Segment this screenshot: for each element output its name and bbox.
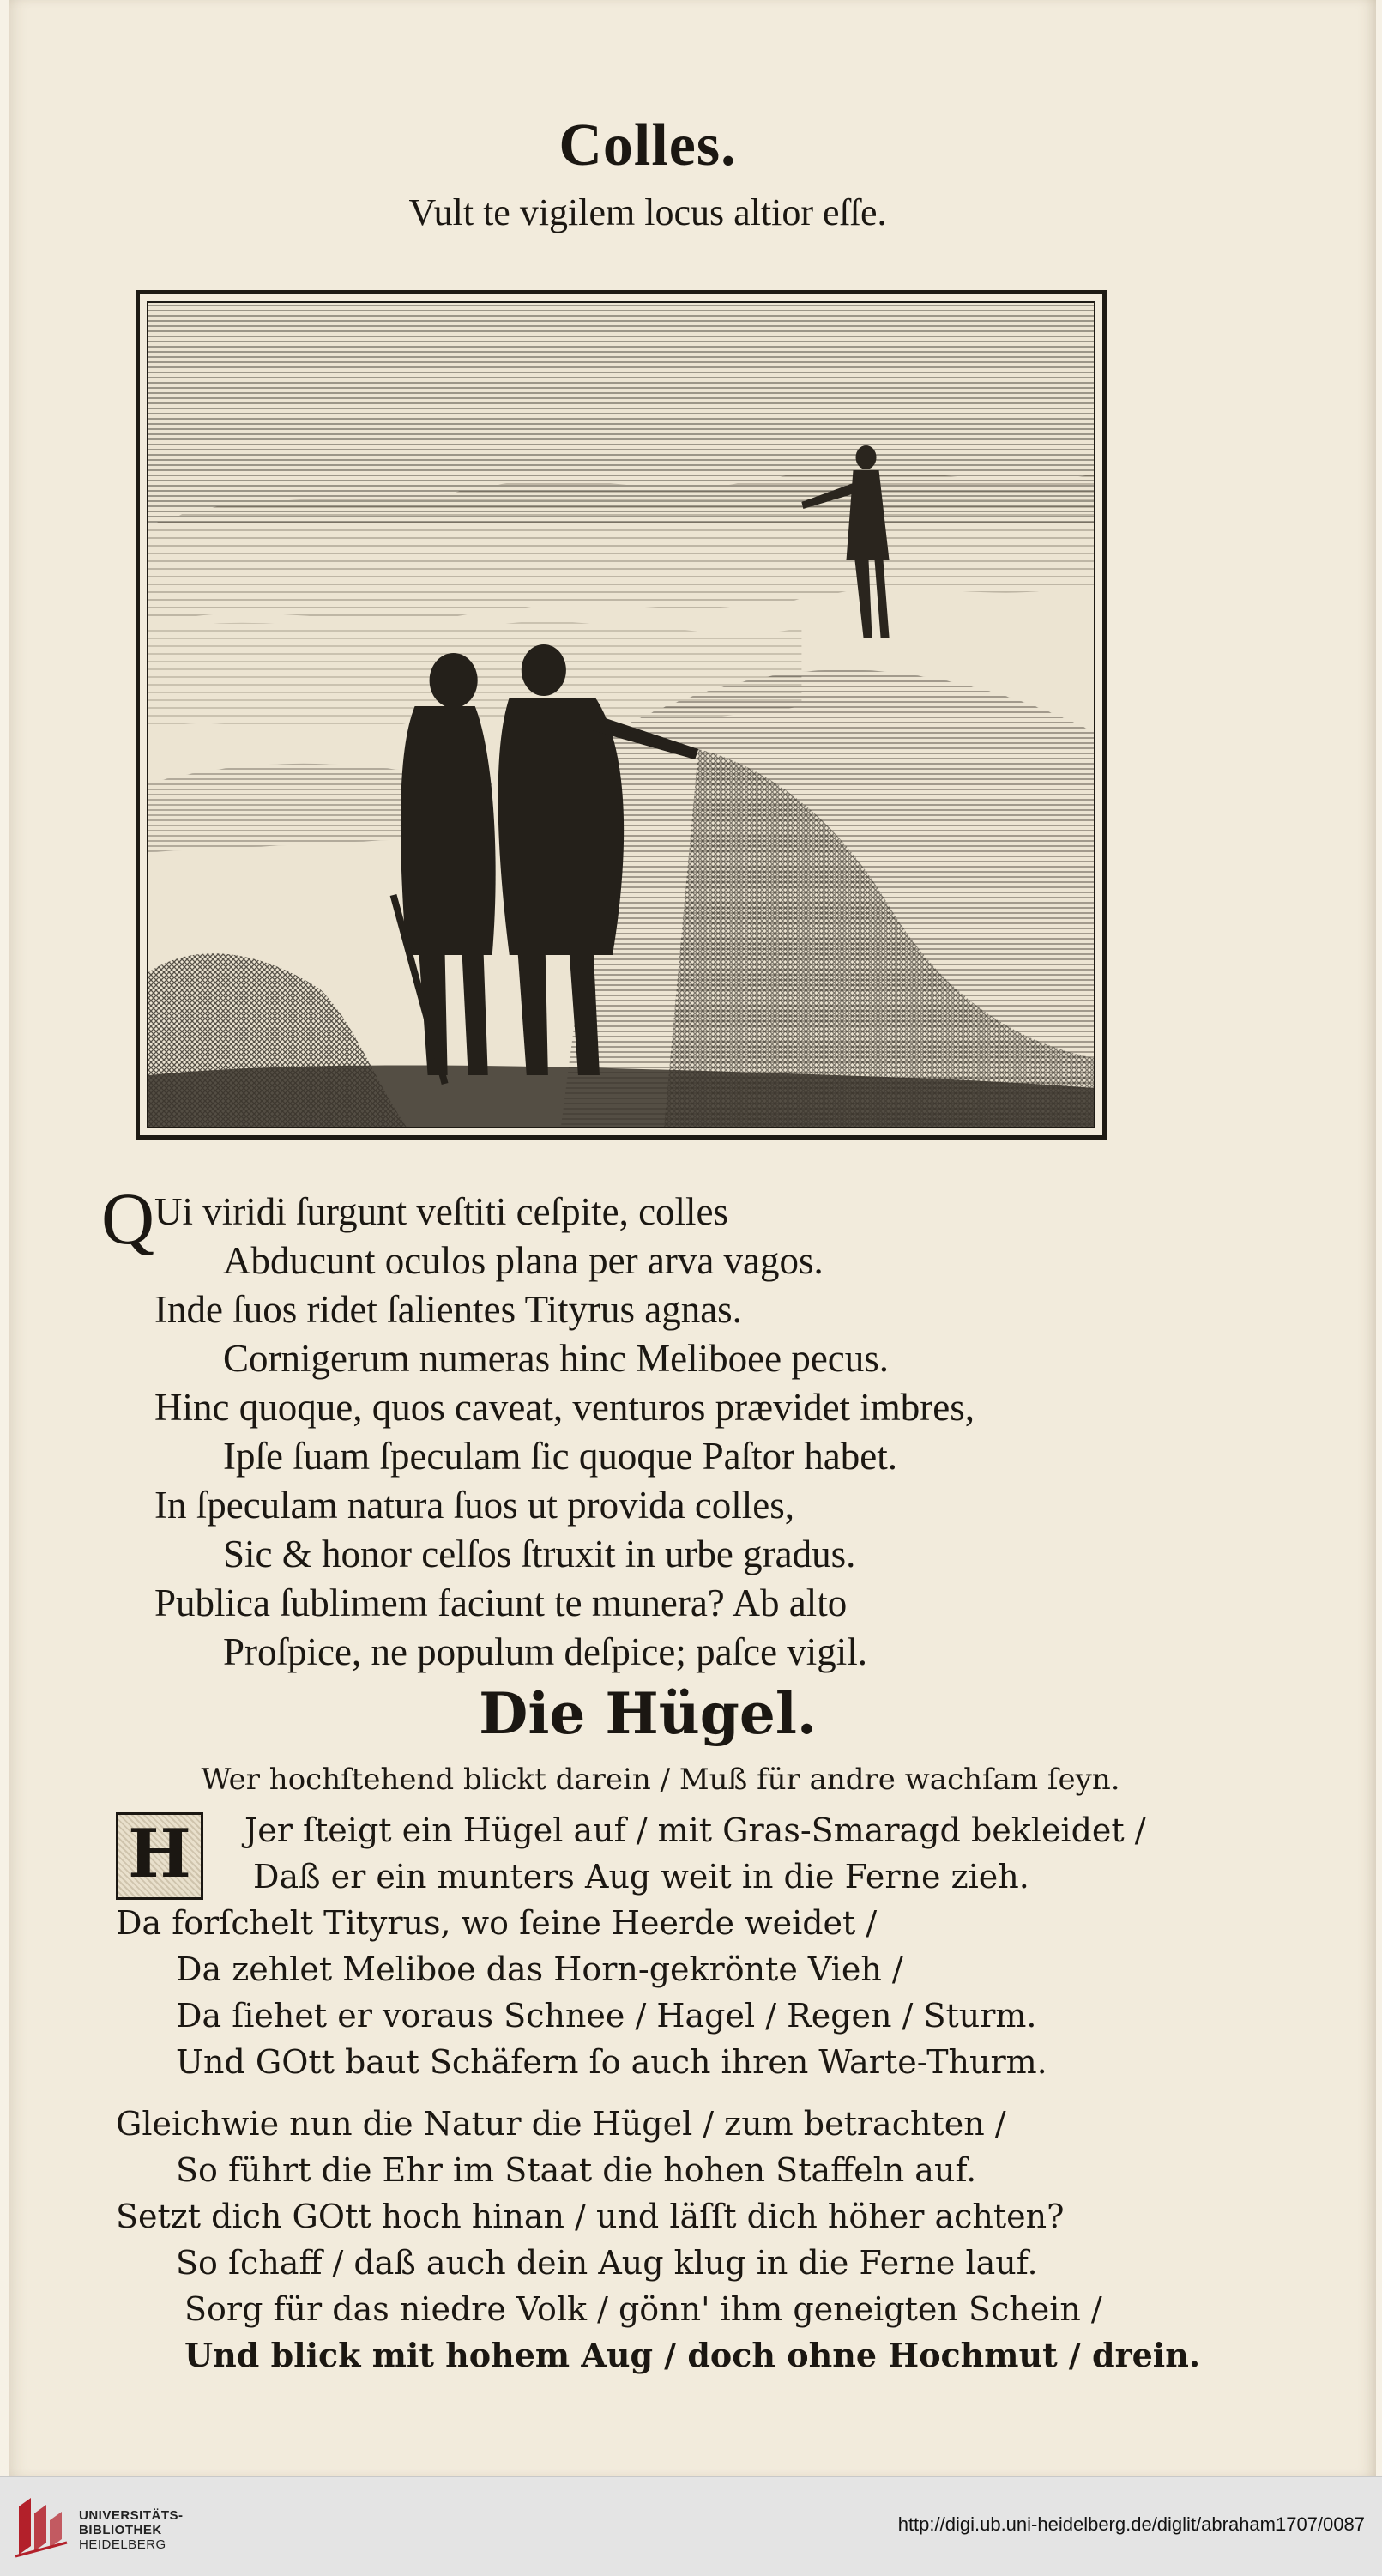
german-line: So ſchaff / daß auch dein Aug klug in die Ferne lauf. (176, 2244, 1038, 2282)
german-line: Da ſiehet er voraus Schnee / Hagel / Regen / Sturm. (176, 1997, 1037, 2035)
german-line: Setzt dich GOtt hoch hinan / und läſſt dich höher achten? (116, 2198, 1065, 2235)
latin-line: Cornigerum numeras hinc Meliboee pecus. (223, 1337, 890, 1380)
latin-line: Q Ui viridi ſurgunt veſtiti ceſpite, colles (101, 1177, 729, 1260)
german-motto: Wer hochſtehend blickt darein / Muß für andre wachſam ſeyn. (201, 1763, 1120, 1797)
german-line: Und blick mit hohem Aug / doch ohne Hochmut / drein. (184, 2336, 1201, 2374)
german-line: Gleichwie nun die Natur die Hügel / zum betrachten / (116, 2105, 1006, 2143)
latin-line: Sic & honor celſos ſtruxit in urbe gradus. (223, 1533, 856, 1575)
latin-dropcap: Q (101, 1177, 155, 1260)
viewer-footer (0, 2476, 1382, 2576)
german-line: Und GOtt baut Schäfern ſo auch ihren Warte-Thurm. (176, 2043, 1047, 2081)
latin-line: Publica ſublimem faciunt te munera? Ab alto (154, 1581, 848, 1624)
german-line: Sorg für das niedre Volk / gönn' ihm geneigten Schein / (184, 2290, 1102, 2328)
latin-line: In ſpeculam natura ſuos ut provida colles, (154, 1484, 795, 1527)
german-verse (116, 1807, 1265, 2379)
latin-line: Inde ſuos ridet ſalientes Tityrus agnas. (154, 1288, 742, 1331)
library-name[interactable]: UNIVERSITÄTS- BIBLIOTHEK HEIDELBERG (79, 2508, 184, 2552)
german-title: Die Hügel. (479, 1680, 817, 1747)
engraving-illustration (136, 290, 1107, 1140)
page-motto: Vult te vigilem locus altior eſſe. (408, 191, 887, 233)
permalink-url[interactable]: http://digi.ub.uni-heidelberg.de/diglit/abraham1707/0087 (897, 2513, 1365, 2535)
latin-line: Ipſe ſuam ſpeculam ſic quoque Paſtor habet. (223, 1435, 898, 1478)
latin-verse (101, 1177, 1218, 1677)
german-line: So führt die Ehr im Staat die hohen Staffeln auf. (176, 2151, 977, 2189)
german-dropcap: H (116, 1812, 203, 1900)
ub-heidelberg-logo-icon[interactable] (12, 2494, 72, 2558)
german-line: H Jer ſteigt ein Hügel auf / mit Gras-Smaragd bekleidet / (116, 1807, 1265, 1853)
page-title: Colles. (558, 112, 737, 178)
latin-line: Proſpice, ne populum deſpice; paſce vigil. (223, 1630, 868, 1673)
german-line: Da zehlet Meliboe das Horn-gekrönte Vieh / (176, 1950, 903, 1988)
engraving-scene-icon (148, 303, 1094, 1127)
german-line: Daß er ein munters Aug weit in die Ferne zieh. (253, 1858, 1029, 1896)
book-page (9, 0, 1376, 2476)
german-line: Da forſchelt Tityrus, wo ſeine Heerde weidet / (116, 1904, 878, 1942)
latin-line: Abducunt oculos plana per arva vagos. (223, 1239, 824, 1282)
latin-line: Hinc quoque, quos caveat, venturos prævidet imbres, (154, 1386, 975, 1429)
